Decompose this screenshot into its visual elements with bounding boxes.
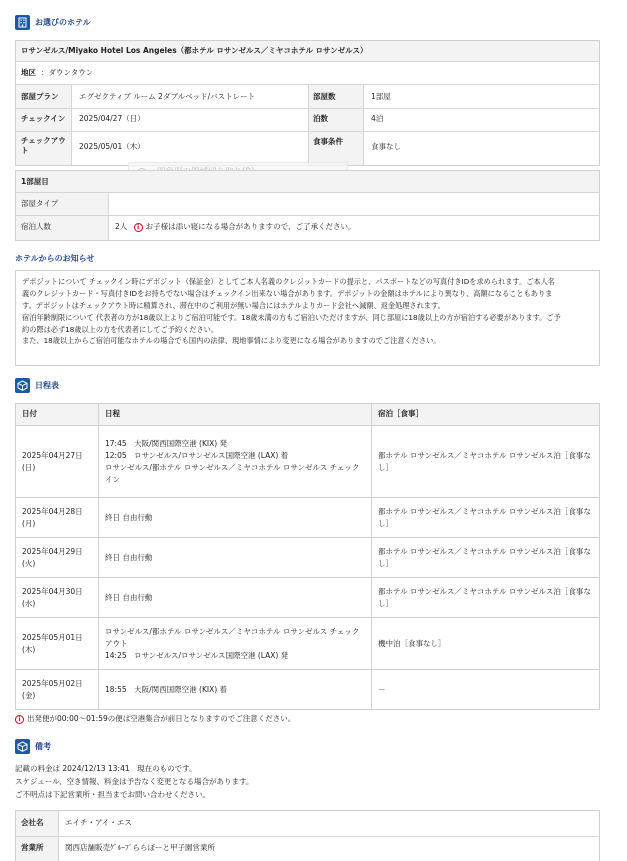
- notice-line: また、18歳以上からご宿泊可能なホテルの場合でも国内の法律、現地事情により変更になる場合がありますのでご注意ください。: [22, 336, 441, 346]
- row-accommodation: －: [372, 670, 600, 710]
- divider: [108, 193, 109, 240]
- row-date: 2025年04月30日(水): [16, 578, 99, 618]
- plan-label: 部屋プラン: [21, 92, 59, 101]
- alert-icon: i: [134, 223, 143, 232]
- col-date-header: 日付: [16, 404, 99, 426]
- nights-label: 泊数: [313, 114, 328, 123]
- room-type-label: 部屋タイプ: [21, 199, 59, 208]
- row-date: 2025年05月02日(金): [16, 670, 99, 710]
- row-itinerary: [99, 670, 372, 710]
- notice-line: 義のクレジットカード・写真付きIDをお持ちでない場合はチェックイン出来ない場合があります。デポジットの金額はホテルにより異なり、高額になることもありま: [22, 288, 553, 298]
- row-date: 2025年05月01日(木): [16, 618, 99, 670]
- office-label: 営業所: [21, 843, 44, 852]
- package-icon: [15, 378, 30, 393]
- room1-label: 1部屋目: [21, 177, 49, 186]
- nights-value: 4泊: [371, 114, 384, 123]
- row-itinerary: [99, 426, 372, 498]
- divider: [363, 85, 364, 165]
- divider: [16, 131, 599, 132]
- table-row: [16, 618, 600, 670]
- itinerary-item: 18:55 大阪/関西国際空港 (KIX) 着: [105, 684, 228, 694]
- row-accommodation: 都ホテル ロサンゼルス／ミヤコホテル ロサンゼルス泊［食事なし］: [372, 578, 600, 618]
- row-accommodation: 都ホテル ロサンゼルス／ミヤコホテル ロサンゼルス泊［食事なし］: [372, 426, 600, 498]
- notice-box: [15, 270, 600, 366]
- itinerary-item: 17:45 大阪/関西国際空港 (KIX) 発: [105, 438, 228, 448]
- notice-line: す。デポジットはチェックアウト時に精算され、滞在中のご利用が無い場合にはホテルよりカード会社へ減額、返金処理されます。: [22, 300, 445, 310]
- checkin-value: 2025/04/27（日）: [79, 114, 145, 123]
- divider: [16, 61, 599, 62]
- table-row: [16, 578, 600, 618]
- row-accommodation: 機中泊［食事なし］: [372, 618, 600, 670]
- schedule-table: [15, 403, 600, 710]
- rooms-value: 1部屋: [371, 92, 391, 101]
- schedule-section-title: 日程表: [35, 380, 59, 390]
- row-date: 2025年04月28日(月): [16, 498, 99, 538]
- row-itinerary: [99, 618, 372, 670]
- table-row: [16, 498, 600, 538]
- footnote-text: 出発便が00:00～01:59の便は空港集合が前日となりますのでご注意ください。: [27, 714, 296, 723]
- table-row: [16, 538, 600, 578]
- table-row: [16, 670, 600, 710]
- itinerary-item: 終日 自由行動: [105, 512, 153, 522]
- meal-value: 食事なし: [371, 142, 401, 151]
- table-header-row: [16, 404, 600, 426]
- biko-section-title: 備考: [35, 741, 51, 751]
- rooms-label: 部屋数: [313, 92, 336, 101]
- row-itinerary: [99, 498, 372, 538]
- row-date: 2025年04月29日(火): [16, 538, 99, 578]
- row-accommodation: 都ホテル ロサンゼルス／ミヤコホテル ロサンゼルス泊［食事なし］: [372, 498, 600, 538]
- biko-line: ご不明点は下記営業所・担当までお問い合わせください。: [15, 790, 210, 800]
- guests-row: [115, 222, 356, 233]
- plan-value: エグゼクティブ ルーム 2ダブルベッド/バストレート: [79, 92, 256, 101]
- notice-line: 約の際は必ず18歳以上の方を代表者にしてご予約ください。: [22, 324, 219, 334]
- guests-label: 宿泊人数: [21, 222, 51, 231]
- checkout-value: 2025/05/01（木）: [79, 142, 145, 151]
- notice-title: ホテルからのお知らせ: [15, 254, 95, 263]
- itinerary-item: 14:25 ロサンゼルス/ロサンゼルス国際空港 (LAX) 発: [105, 650, 289, 660]
- hotel-section-title: お選びのホテル: [35, 17, 91, 27]
- checkout-label: チェックアウト: [21, 136, 66, 156]
- row-accommodation: 都ホテル ロサンゼルス／ミヤコホテル ロサンゼルス泊［食事なし］: [372, 538, 600, 578]
- row-itinerary: [99, 578, 372, 618]
- table-row: [16, 426, 600, 498]
- biko-line: スケジュール、空き情報、料金は予告なく変更となる場合があります。: [15, 777, 254, 787]
- divider: [16, 836, 599, 837]
- guests-value: 2人: [115, 222, 128, 231]
- schedule-footnote: [15, 714, 295, 725]
- company-label: 会社名: [21, 818, 44, 827]
- divider: [71, 85, 72, 165]
- itinerary-item: ロサンゼルス/都ホテル ロサンゼルス／ミヤコホテル ロサンゼルス チェックアウト: [105, 626, 360, 648]
- room-header-bg: [16, 171, 599, 192]
- itinerary-item: 終日 自由行動: [105, 552, 153, 562]
- area-value: ：ダウンタウン: [41, 68, 94, 77]
- itinerary-item: 12:05 ロサンゼルス/ロサンゼルス国際空港 (LAX) 着: [105, 450, 289, 460]
- itinerary-item: ロサンゼルス/都ホテル ロサンゼルス／ミヤコホテル ロサンゼルス チェックイン: [105, 462, 360, 484]
- office-value: 関西店舗販売ｸﾞﾙｰﾌﾟららぽーと甲子園営業所: [65, 843, 215, 852]
- divider: [16, 108, 599, 109]
- meal-label: 食事条件: [313, 137, 343, 146]
- package-icon: [15, 739, 30, 754]
- area-label: 地区: [21, 68, 36, 77]
- checkin-label: チェックイン: [21, 114, 66, 123]
- guests-note: お子様は添い寝になる場合がありますので、ご了承ください。: [145, 222, 356, 231]
- biko-section-header: [15, 739, 51, 754]
- biko-text: [15, 762, 253, 801]
- biko-line: 記載の料金は 2024/12/13 13:41 現在のものです。: [15, 764, 197, 773]
- col-itinerary-header: 日程: [99, 404, 372, 426]
- schedule-section-header: [15, 378, 59, 393]
- hotel-name: ロサンゼルス/Miyako Hotel Los Angeles（都ホテル ロサンゼルス／ミヤコホテル ロサンゼルス）: [21, 46, 368, 55]
- alert-icon: i: [15, 715, 24, 724]
- company-value: エイチ・アイ・エス: [65, 818, 132, 827]
- hotel-section-header: [15, 15, 91, 30]
- row-itinerary: [99, 538, 372, 578]
- notice-line: 宿泊年齢制限について 代表者の方が18歳以上よりご宿泊可能です。18歳未満の方もご宿泊いただけますが、同じ部屋に18歳以上の方が宿泊する必要があります。ご予: [22, 312, 561, 322]
- itinerary-item: 終日 自由行動: [105, 592, 153, 602]
- building-icon: [15, 15, 30, 30]
- col-accommodation-header: 宿泊［食事］: [372, 404, 600, 426]
- row-date: 2025年04月27日(日): [16, 426, 99, 498]
- notice-line: デポジットについて チェックイン時にデポジット（保証金）としてご本人名義のクレジットカードの提示と、パスポートなどの写真付きIDを求められます。ご本人名: [22, 277, 555, 286]
- divider: [16, 215, 599, 216]
- divider: [308, 85, 309, 165]
